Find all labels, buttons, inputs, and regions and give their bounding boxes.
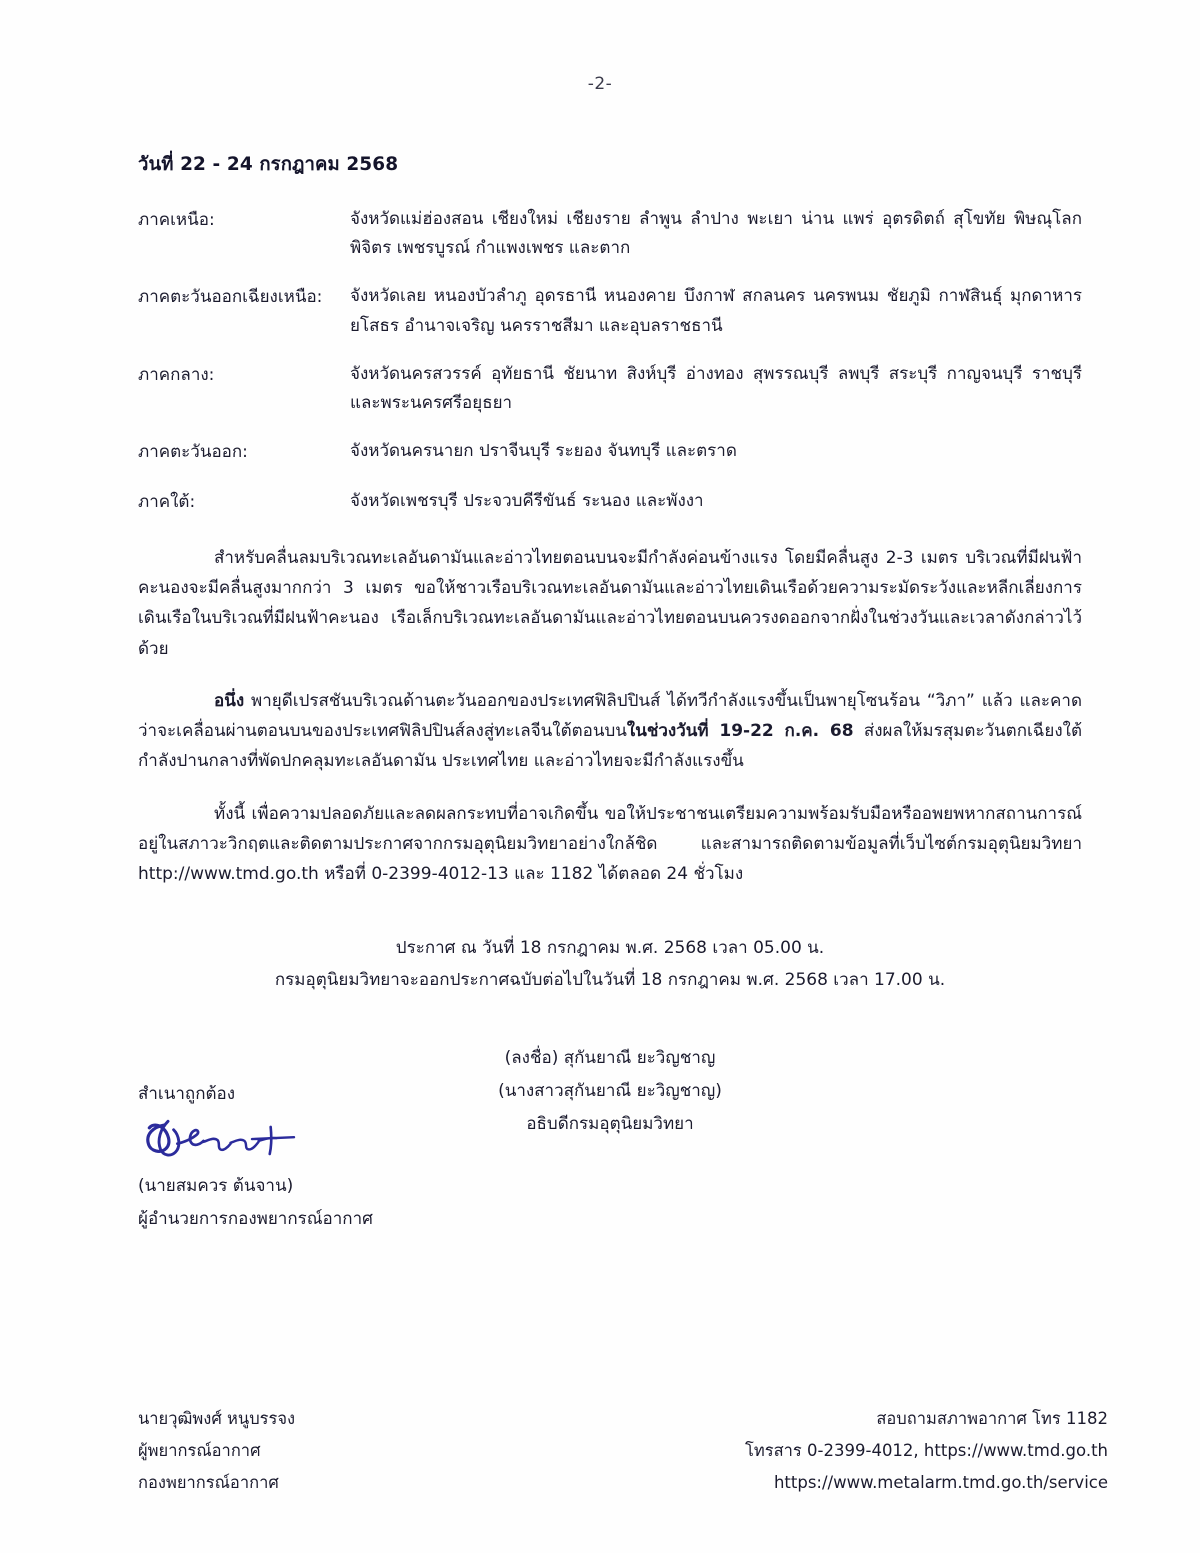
contact-metalarm-url: https://www.metalarm.tmd.go.th/service (773, 1473, 1108, 1493)
region-row-central (138, 360, 1082, 418)
region-label: ภาคตะวันออกเฉียงเหนือ: (138, 287, 323, 308)
announcement-next-issue-line: กรมอุตุนิยมวิทยาจะออกประกาศฉบับต่อไปในวันที่ 18 กรกฎาคม พ.ศ. 2568 เวลา 17.00 น. (274, 969, 946, 990)
contact-phone-line: สอบถามสภาพอากาศ โทร 1182 (876, 1409, 1108, 1428)
region-provinces: จังหวัดเพชรบุรี ประจวบคีรีขันธ์ ระนอง และพังงา (350, 490, 704, 511)
region-label: ภาคใต้: (138, 491, 196, 512)
certifier-title: ผู้อำนวยการกองพยากรณ์อากาศ (138, 1208, 373, 1229)
page-number: -2- (587, 74, 613, 94)
forecast-date-heading: วันที่ 22 - 24 กรกฎาคม 2568 (138, 154, 399, 175)
announcement-issued-line: ประกาศ ณ วันที่ 18 กรกฎาคม พ.ศ. 2568 เวลา 05.00 น. (395, 938, 825, 959)
region-provinces: จังหวัดแม่ฮ่องสอน เชียงใหม่ เชียงราย ลำพูน ลำปาง พะเยา น่าน แพร่ อุตรดิตถ์ สุโขทัย พิษณุโลก พิจิตร เพชรบูรณ์ กำแพงเพชร และตาก (350, 209, 1082, 259)
certified-copy-heading: สำเนาถูกต้อง (138, 1084, 236, 1104)
document-content (138, 150, 1082, 1140)
forecaster-role: ผู้พยากรณ์อากาศ (138, 1441, 261, 1461)
region-label: ภาคตะวันออก: (138, 442, 248, 463)
forecaster-division: กองพยากรณ์อากาศ (138, 1473, 279, 1493)
region-row-east (138, 437, 1082, 467)
paragraph-safety-advisory: ทั้งนี้ เพื่อความปลอดภัยและลดผลกระทบที่อาจเกิดขึ้น ขอให้ประชาชนเตรียมความพร้อมรับมือหรืออพยพหากสถานการณ์อยู่ในสภาวะวิกฤตและติดตามประกาศจากกรมอุตุนิยมวิทยาอย่างใกล้ชิด และสามารถติดตามข้อมูลที่เว็บไซต์กรมอุตุนิยมวิทยา http://www.tmd.go.th หรือที่ 0-2399-4012-13 และ 1182 ได้ตลอด 24 ชั่วโมง (138, 803, 1082, 885)
contact-fax-website-line: โทรสาร 0-2399-4012, https://www.tmd.go.th (745, 1441, 1108, 1461)
region-label: ภาคเหนือ: (138, 210, 215, 230)
region-row-northeast (138, 282, 1082, 340)
region-provinces: จังหวัดเลย หนองบัวลำภู อุดรธานี หนองคาย บึงกาฬ สกลนคร นครพนม ชัยภูมิ กาฬสินธุ์ มุกดาหาร ยโสธร อำนาจเจริญ นครราชสีมา และอุบลราชธานี (350, 286, 1082, 336)
announcement-block (138, 933, 1082, 996)
paragraph-typhoon (138, 686, 1082, 777)
region-provinces: จังหวัดนครนายก ปราจีนบุรี ระยอง จันทบุรี และตราด (350, 441, 737, 462)
typhoon-text-part1: พายุดีเปรสชันบริเวณด้านตะวันออกของประเทศฟิลิปปินส์ ได้ทวีกำลังแรงขึ้นเป็นพายุโซนร้อน “วิภา” แล้ว และคาดว่าจะเคลื่อนผ่านตอนบนของประเทศฟิลิปปินส์ลงสู่ทะเลจีนใต้ตอนบน (138, 690, 1082, 742)
typhoon-lead-word: อนึ่ง (214, 690, 245, 711)
handwritten-signature-icon (140, 1112, 317, 1168)
signatory-title: อธิบดีกรมอุตุนิยมวิทยา (526, 1113, 694, 1134)
footer-left-block (138, 1403, 295, 1500)
region-row-north (138, 205, 1082, 263)
region-row-south (138, 487, 1082, 517)
signatory-name: (นางสาวสุกันยาณี ยะวิญชาญ) (498, 1080, 722, 1101)
region-provinces: จังหวัดนครสวรรค์ อุทัยธานี ชัยนาท สิงห์บุรี อ่างทอง สุพรรณบุรี ลพบุรี สระบุรี กาญจนบุรี ราชบุรี และพระนครศรีอยุธยา (350, 363, 1082, 414)
region-label: ภาคกลาง: (138, 364, 215, 385)
certified-copy-block (138, 1078, 578, 1235)
certifier-name: (นายสมควร ต้นจาน) (138, 1176, 294, 1197)
forecaster-name: นายวุฒิพงศ์ หนูบรรจง (138, 1409, 296, 1428)
typhoon-text-part2: ส่งผลให้มรสุมตะวันตกเฉียงใต้กำลังปานกลางที่พัดปกคลุมทะเลอันดามัน ประเทศไทย และอ่าวไทยจะมีกำลังแรงขึ้น (138, 721, 1082, 772)
typhoon-date-range: ในช่วงวันที่ 19-22 ก.ค. 68 (626, 721, 854, 742)
signatory-signed-line: (ลงชื่อ) สุกันยาณี ยะวิญชาญ (504, 1048, 716, 1069)
paragraph-sea-warning: สำหรับคลื่นลมบริเวณทะเลอันดามันและอ่าวไทยตอนบนจะมีกำลังค่อนข้างแรง โดยมีคลื่นสูง 2-3 เมตร บริเวณที่มีฝนฟ้าคะนองจะมีคลื่นสูงมากกว่า 3 เมตร ขอให้ชาวเรือบริเวณทะเลอันดามันและอ่าวไทยเดินเรือด้วยความระมัดระวังและหลีกเลี่ยงการเดินเรือในบริเวณที่มีฝนฟ้าคะนอง เรือเล็กบริเวณทะเลอันดามันและอ่าวไทยตอนบนควรงดออกจากฝั่งในช่วงวันและเวลาดังกล่าวไว้ด้วย (138, 547, 1082, 659)
footer-contact-block (745, 1403, 1108, 1500)
